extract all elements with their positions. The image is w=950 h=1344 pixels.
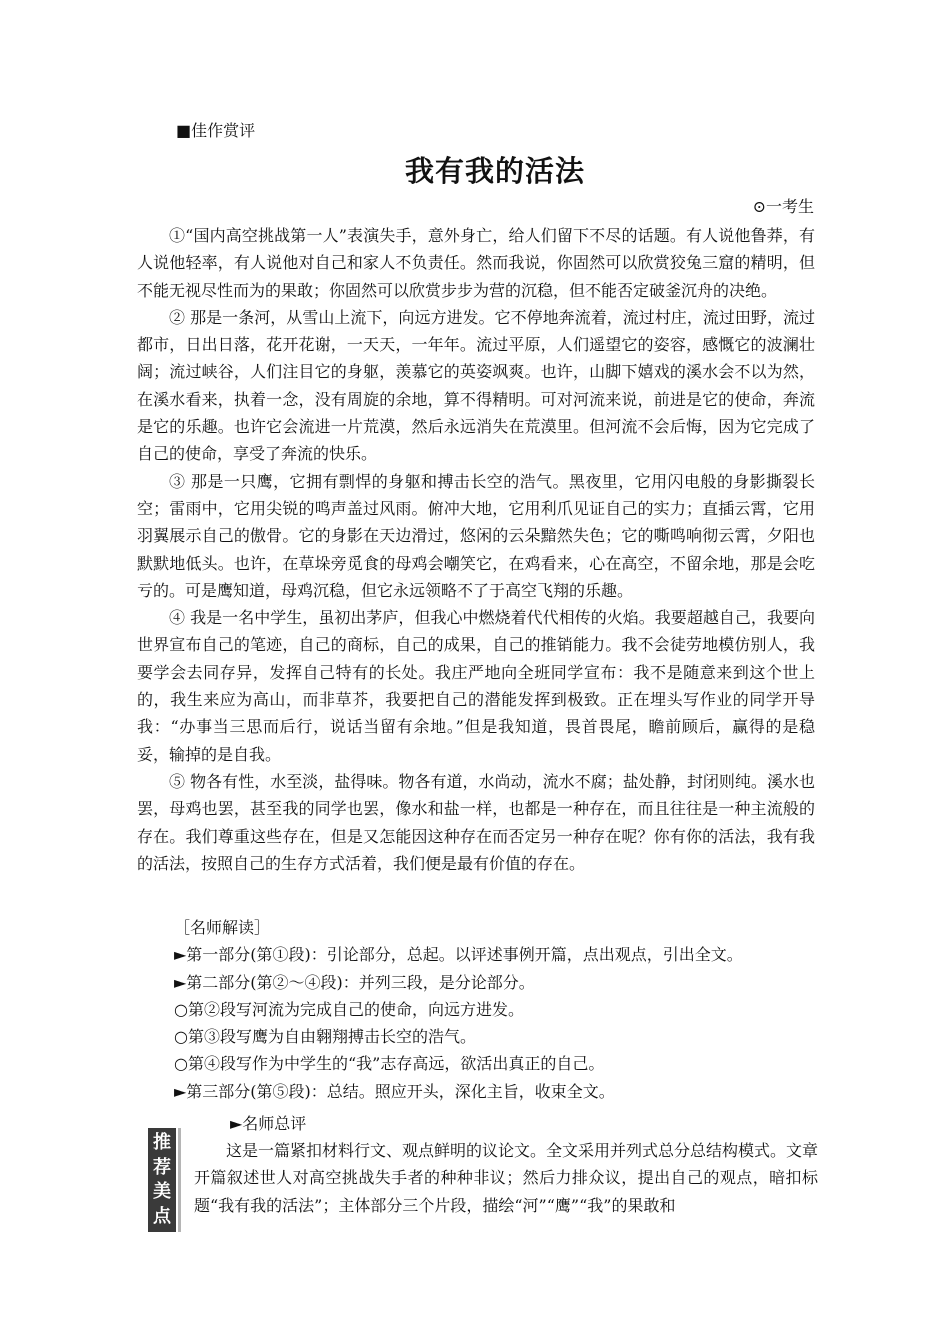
badge-divider — [178, 1128, 181, 1232]
summary-text: 这是一篇紧扣材料行文、观点鲜明的议论文。全文采用并列式总分总结构模式。文章开篇叙述世人对高空挑战失手者的种种非议；然后力排众议，提出自己的观点，暗扣标题“我有我的活法”；主体部分三个片段，描绘“河”“鹰”“我”的果敢和 — [194, 1141, 819, 1215]
paragraph-1: ①“国内高空挑战第一人”表演失手，意外身亡，给人们留下不尽的话题。有人说他鲁莽，有人说他轻率，有人说他对自己和家人不负责任。然而我说，你固然可以欣赏狡兔三窟的精明，但不能无视尽性而为的果敢；你固然可以欣赏步步为营的沉稳，但不能否定破釜沉舟的决绝。 — [137, 226, 815, 300]
essay-author: ⊙一考生 — [752, 197, 814, 216]
analysis-item: ○第④段写作为中学生的“我”志存高远，欲活出真正的自己。 — [174, 1054, 605, 1074]
teacher-analysis — [137, 914, 815, 1105]
essay-body — [137, 222, 815, 877]
section-tag: ■佳作赏评 — [176, 121, 256, 140]
essay-title: 我有我的活法 — [404, 154, 585, 188]
teacher-summary — [194, 1137, 818, 1219]
badge-char: 美 — [153, 1181, 171, 1203]
analysis-heading: ［名师解读］ — [174, 918, 271, 937]
recommend-badge — [148, 1128, 176, 1232]
badge-char: 点 — [153, 1205, 171, 1227]
analysis-item: ►第二部分(第②～④段)：并列三段，是分论部分。 — [174, 972, 535, 992]
paragraph-5: ⑤ 物各有性，水至淡，盐得味。物各有道，水尚动，流水不腐；盐处静，封闭则纯。溪水也罢，母鸡也罢，甚至我的同学也罢，像水和盐一样，也都是一种存在，而且往往是一种主流般的存在。我们尊重这些存在，但是又怎能因这种存在而否定另一种存在呢？你有你的活法，我有我的活法，按照自己的生存方式活着，我们便是最有价值的存在。 — [137, 771, 815, 873]
badge-char: 荐 — [153, 1156, 171, 1178]
analysis-item: ►第一部分(第①段)：引论部分，总起。以评述事例开篇，点出观点，引出全文。 — [174, 945, 743, 965]
analysis-item: ○第③段写鹰为自由翱翔搏击长空的浩气。 — [174, 1027, 476, 1047]
badge-char: 推 — [153, 1132, 171, 1154]
analysis-item: ○第②段写河流为完成自己的使命，向远方进发。 — [174, 999, 524, 1019]
summary-heading: ►名师总评 — [230, 1114, 307, 1133]
analysis-item: ►第三部分(第⑤段)：总结。照应开头，深化主旨，收束全文。 — [174, 1081, 615, 1101]
paragraph-3: ③ 那是一只鹰，它拥有剽悍的身躯和搏击长空的浩气。黑夜里，它用闪电般的身影撕裂长空；雷雨中，它用尖锐的鸣声盖过风雨。俯冲大地，它用利爪见证自己的实力；直插云霄，它用羽翼展示自己的傲骨。它的身影在天边滑过，悠闲的云朵黯然失色；它的嘶鸣响彻云霄，夕阳也默默地低头。也许，在草垛旁觅食的母鸡会嘲笑它，在鸡看来，心在高空，不留余地，那是会吃亏的。可是鹰知道，母鸡沉稳，但它永远领略不了于高空飞翔的乐趣。 — [137, 471, 815, 600]
paragraph-4: ④ 我是一名中学生，虽初出茅庐，但我心中燃烧着代代相传的火焰。我要超越自己，我要向世界宣布自己的笔迹，自己的商标，自己的成果，自己的推销能力。我不会徒劳地模仿别人，我要学会去同存异，发挥自己特有的长处。我庄严地向全班同学宣布：我不是随意来到这个世上的，我生来应为高山，而非草芥，我要把自己的潜能发挥到极致。正在埋头写作业的同学开导我：“办事当三思而后行，说话当留有余地。”但是我知道，畏首畏尾，瞻前顾后，赢得的是稳妥，输掉的是自我。 — [137, 608, 815, 764]
paragraph-2: ② 那是一条河，从雪山上流下，向远方进发。它不停地奔流着，流过村庄，流过田野，流过都市，日出日落，花开花谢，一天天，一年年。流过平原，人们遥望它的姿容，感慨它的波澜壮阔；流过峡谷，人们注目它的身躯，羡慕它的英姿飒爽。也许，山脚下嬉戏的溪水会不以为然，在溪水看来，执着一念，没有周旋的余地，算不得精明。可对河流来说，前进是它的使命，奔流是它的乐趣。也许它会流进一片荒漠，然后永远消失在荒漠里。但河流不会后悔，因为它完成了自己的使命，享受了奔流的快乐。 — [137, 307, 815, 464]
